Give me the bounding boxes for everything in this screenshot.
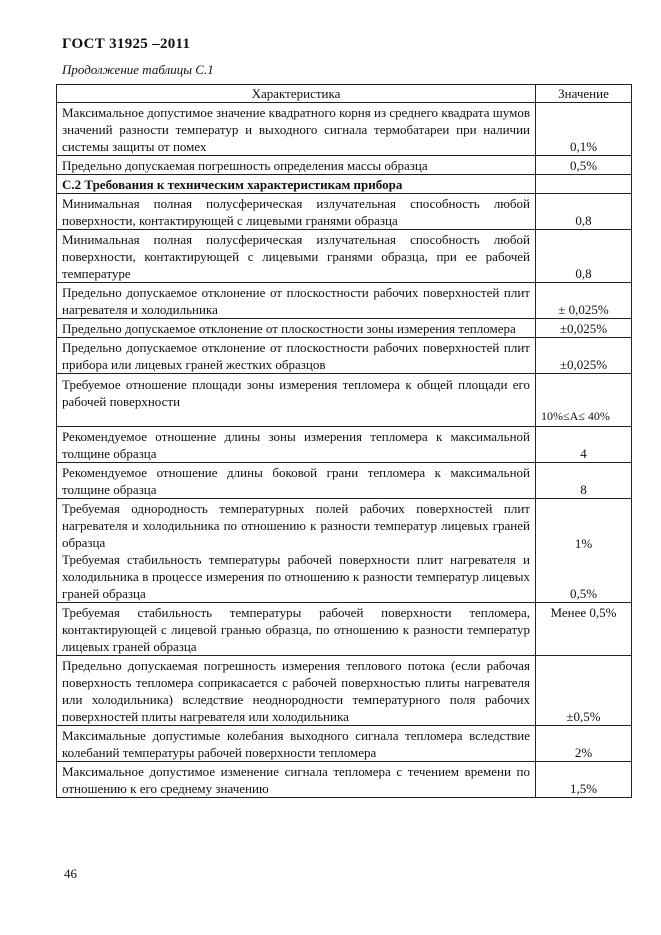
table-header-row <box>57 85 632 103</box>
value-cell: 10%≤A≤ 40% <box>536 374 632 427</box>
table-row <box>57 726 632 762</box>
standard-number: ГОСТ 31925 –2011 <box>62 36 191 52</box>
characteristic-cell: Рекомендуемое отношение длины зоны измерения тепломера к максимальной толщине образца <box>57 427 536 463</box>
characteristic-cell: Предельно допускаемое отклонение от плоскостности рабочих поверхностей плит нагревателя и холодильника <box>57 283 536 319</box>
characteristic-cell: Максимальные допустимые колебания выходного сигнала тепломера вследствие колебаний температуры рабочей поверхности тепломера <box>57 726 536 762</box>
table-row <box>57 338 632 374</box>
value-cell: ±0,5% <box>536 656 632 726</box>
table-row <box>57 103 632 156</box>
characteristic-cell: Максимальное допустимое изменение сигнала тепломера с течением времени по отношению к его среднему значению <box>57 762 536 798</box>
value-cell: 0,5% <box>536 156 632 175</box>
value-cell: ±0,025% <box>536 338 632 374</box>
table-row <box>57 603 632 656</box>
characteristic-paragraph: Требуемая стабильность температуры рабочей поверхности плит нагревателя и холодильника в процессе измерения по отношению к разности температур лицевых граней образца <box>62 552 530 601</box>
characteristic-cell: Требуемая стабильность температуры рабочей поверхности тепломера, контактирующей с лицевой гранью образца, по отношению к разности температур лицевых граней образца <box>57 603 536 656</box>
characteristic-paragraph: Требуемая однородность температурных полей рабочих поверхностей плит нагревателя и холодильника по отношению к разности температур лицевых граней образца <box>62 501 530 550</box>
characteristic-cell: Предельно допускаемое отклонение от плоскостности зоны измерения тепломера <box>57 319 536 338</box>
page-number: 46 <box>64 866 77 881</box>
section-heading-row <box>57 175 632 194</box>
table-row <box>57 194 632 230</box>
table-continuation-caption: Продолжение таблицы С.1 <box>62 62 214 77</box>
section-heading: С.2 Требования к техническим характеристикам прибора <box>57 175 536 194</box>
characteristic-cell: Минимальная полная полусферическая излучательная способность любой поверхности, контактирующей с лицевыми гранями образца, при ее рабочей температуре <box>57 230 536 283</box>
table-row <box>57 319 632 338</box>
value-cell <box>536 175 632 194</box>
value-cell: 8 <box>536 463 632 499</box>
table-row <box>57 463 632 499</box>
value-cell: ±0,025% <box>536 319 632 338</box>
table-row <box>57 499 632 603</box>
characteristic-cell: Предельно допускаемая погрешность определения массы образца <box>57 156 536 175</box>
column-header-characteristic: Характеристика <box>57 85 536 103</box>
characteristic-cell: Требуемое отношение площади зоны измерения тепломера к общей площади его рабочей поверхности <box>57 374 536 427</box>
column-header-value: Значение <box>536 85 632 103</box>
table-row <box>57 156 632 175</box>
characteristic-cell: Предельно допускаемая погрешность измерения теплового потока (если рабочая поверхность тепломера соприкасается с рабочей поверхностью плиты нагревателя или холодильника) вследствие неоднородности температурного поля рабочих поверхностей плиты нагревателя или холодильника <box>57 656 536 726</box>
characteristic-cell: Предельно допускаемое отклонение от плоскостности рабочих поверхностей плит прибора или лицевых граней жестких образцов <box>57 338 536 374</box>
characteristic-cell: Рекомендуемое отношение длины боковой грани тепломера к максимальной толщине образца <box>57 463 536 499</box>
table-row <box>57 427 632 463</box>
specification-table <box>56 84 632 798</box>
table-row <box>57 762 632 798</box>
table-row <box>57 656 632 726</box>
table-row <box>57 374 632 427</box>
value-cell: 4 <box>536 427 632 463</box>
value-cell <box>536 499 632 603</box>
characteristic-cell: Максимальное допустимое значение квадратного корня из среднего квадрата шумов значений разности температур и выходного сигнала термобатареи при наличии системы защиты от помех <box>57 103 536 156</box>
value-text: 1% <box>574 536 593 551</box>
value-cell: 0,1% <box>536 103 632 156</box>
value-cell: 0,8 <box>536 230 632 283</box>
value-cell: 2% <box>536 726 632 762</box>
value-cell: 0,8 <box>536 194 632 230</box>
value-cell: ± 0,025% <box>536 283 632 319</box>
characteristic-cell: Минимальная полная полусферическая излучательная способность любой поверхности, контактирующей с лицевыми гранями образца <box>57 194 536 230</box>
table-row <box>57 230 632 283</box>
characteristic-cell <box>57 499 536 603</box>
table-row <box>57 283 632 319</box>
value-text: 0,5% <box>569 586 598 601</box>
value-cell: 1,5% <box>536 762 632 798</box>
value-cell: Менее 0,5% <box>536 603 632 656</box>
